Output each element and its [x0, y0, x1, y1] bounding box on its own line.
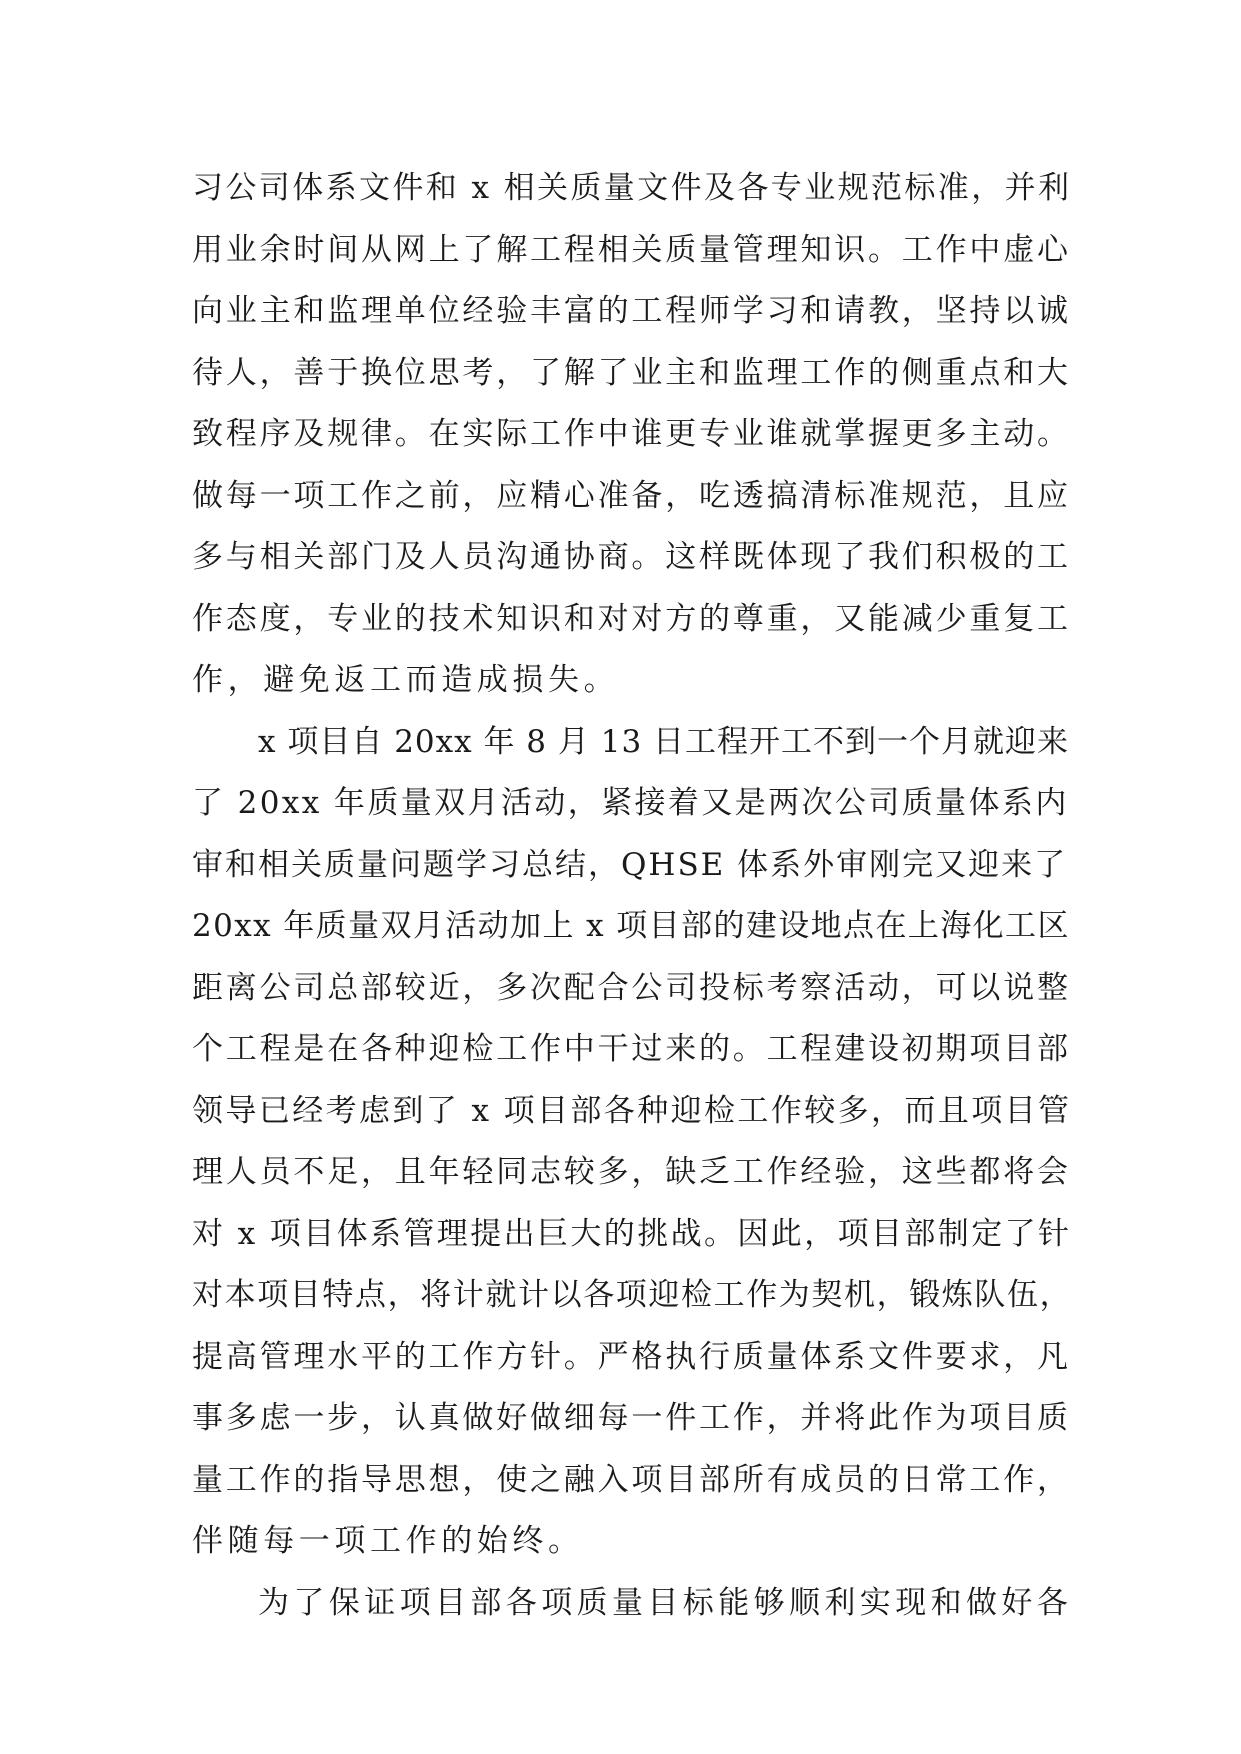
- text-line: 领导已经考虑到了 x 项目部各种迎检工作较多，而且项目管: [192, 1092, 1072, 1129]
- text-line: 审和相关质量问题学习总结，QHSE 体系外审刚完又迎来了: [192, 846, 1068, 883]
- text-line: 距离公司总部较近，多次配合公司投标考察活动，可以说整: [192, 969, 1071, 1006]
- text-line: 作，避免返工而造成损失。: [192, 662, 620, 698]
- paragraph-1: [192, 158, 1072, 712]
- text-line-first: 为了保证项目部各项质量目标能够顺利实现和做好各: [258, 1584, 1073, 1621]
- text-line-first: x 项目自 20xx 年 8 月 13 日工程开工不到一个月就迎来: [258, 723, 1070, 760]
- text-line: 多与相关部门及人员沟通协商。这样既体现了我们积极的工: [192, 539, 1071, 575]
- text-line: 理人员不足，且年轻同志较多，缺乏工作经验，这些都将会: [192, 1154, 1071, 1190]
- document-body: [192, 158, 1072, 1634]
- text-line: 伴随每一项工作的始终。: [192, 1523, 584, 1559]
- text-line: 事多虑一步，认真做好做细每一件工作，并将此作为项目质: [192, 1400, 1071, 1436]
- paragraph-3: [192, 1573, 1072, 1635]
- text-line: 个工程是在各种迎检工作中干过来的。工程建设初期项目部: [192, 1031, 1071, 1067]
- text-line: 作态度，专业的技术知识和对对方的尊重，又能减少重复工: [192, 600, 1071, 637]
- text-line: 量工作的指导思想，使之融入项目部所有成员的日常工作，: [192, 1461, 1071, 1498]
- text-line: 待人，善于换位思考，了解了业主和监理工作的侧重点和大: [192, 354, 1071, 391]
- text-line: 致程序及规律。在实际工作中谁更专业谁就掌握更多主动。: [192, 416, 1071, 452]
- text-line: 习公司体系文件和 x 相关质量文件及各专业规范标准，并利: [192, 170, 1072, 206]
- text-line: 提高管理水平的工作方针。严格执行质量体系文件要求，凡: [192, 1338, 1071, 1375]
- text-line: 20xx 年质量双月活动加上 x 项目部的建设地点在上海化工区: [192, 908, 1070, 944]
- text-line: 对 x 项目体系管理提出巨大的挑战。因此，项目部制定了针: [192, 1215, 1072, 1252]
- text-line: 了 20xx 年质量双月活动，紧接着又是两次公司质量体系内: [192, 785, 1069, 821]
- text-line: 对本项目特点，将计就计以各项迎检工作为契机，锻炼队伍，: [192, 1277, 1073, 1313]
- text-line: 做每一项工作之前，应精心准备，吃透搞清标准规范，且应: [192, 477, 1071, 514]
- text-line: 用业余时间从网上了解工程相关质量管理知识。工作中虚心: [192, 231, 1071, 268]
- text-line: 向业主和监理单位经验丰富的工程师学习和请教，坚持以诚: [192, 293, 1071, 329]
- paragraph-2: [192, 712, 1072, 1573]
